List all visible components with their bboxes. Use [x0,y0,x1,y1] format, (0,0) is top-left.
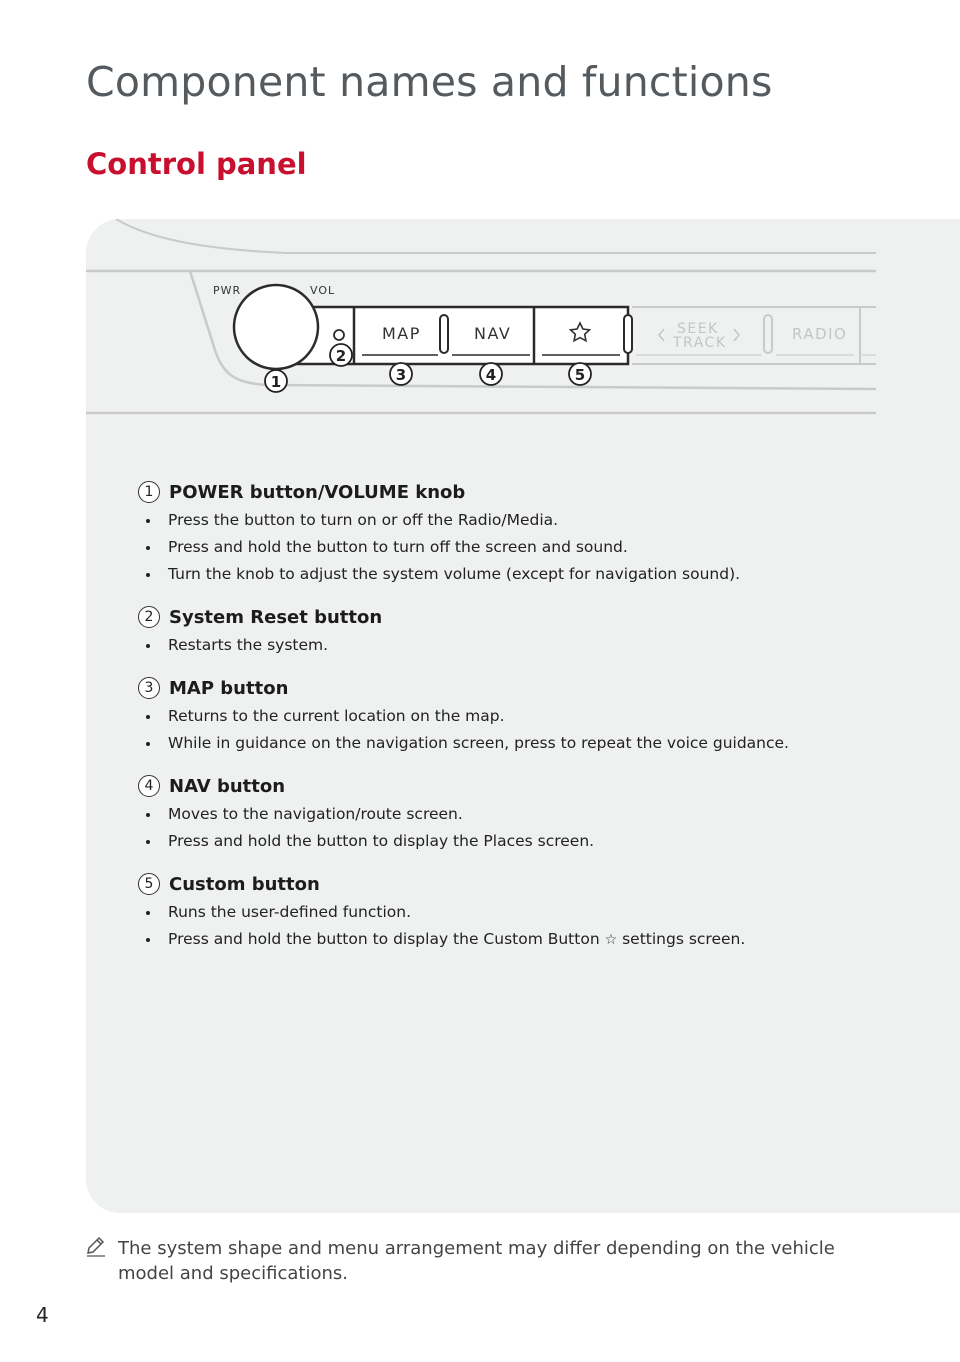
section-title: Control panel [86,147,307,181]
bullet-text: Press the button to turn on or off the Radio/Media. [138,507,938,534]
dashboard-top-curve [116,219,876,253]
nav-button-label: NAV [474,324,512,343]
item-title: POWER button/VOLUME knob [169,481,466,503]
list-item [138,479,938,588]
bullet-text: Press and hold the button to display the Places screen. [138,828,938,855]
bullet-text: While in guidance on the navigation screen, press to repeat the voice guidance. [138,730,938,757]
item-title: MAP button [169,677,289,699]
item-number-badge: 5 [138,873,160,895]
bullet-text: settings screen. [622,930,746,948]
bullet-text: Moves to the navigation/route screen. [138,801,938,828]
control-panel-box [86,219,960,1213]
callout-1 [265,370,287,392]
list-item [138,773,938,855]
pencil-note-icon [86,1236,118,1286]
svg-text:4: 4 [485,366,497,384]
list-item [138,604,938,659]
power-volume-knob [234,285,318,369]
vol-label: VOL [310,284,336,297]
item-title: Custom button [169,873,320,895]
item-number-badge: 4 [138,775,160,797]
item-title: NAV button [169,775,286,797]
page-title: Component names and functions [86,58,773,106]
svg-text:5: 5 [574,366,586,384]
bullet-text-with-icon [138,926,938,954]
divider-map-nav [440,315,448,353]
bullet-text: Press and hold the button to turn off the screen and sound. [138,534,938,561]
item-title: System Reset button [169,606,383,628]
list-item [138,871,938,954]
pwr-label: PWR [213,284,242,297]
page-number: 4 [36,1303,49,1327]
svg-text:1: 1 [270,373,282,391]
seek-label: SEEK [677,321,719,337]
star-outline-icon: ☆ [604,932,618,948]
radio-label: RADIO [792,325,848,343]
callout-3 [390,363,412,385]
bullet-text: Returns to the current location on the map. [138,703,938,730]
bullet-text: Runs the user-defined function. [138,899,938,926]
component-list [138,479,938,970]
callout-4 [480,363,502,385]
svg-text:3: 3 [395,366,407,384]
note-text: The system shape and menu arrangement may differ depending on the vehicle model and specifications. [118,1238,835,1284]
control-panel-illustration [86,219,960,439]
list-item [138,675,938,757]
callout-5 [569,363,591,385]
track-label: TRACK [673,335,727,351]
divider-custom-seek [624,315,632,353]
seek-right-chevron-icon [734,329,739,341]
bullet-text: Turn the knob to adjust the system volume (except for navigation sound). [138,561,938,588]
seek-left-chevron-icon [659,329,664,341]
item-number-badge: 1 [138,481,160,503]
item-number-badge: 3 [138,677,160,699]
bullet-text: Press and hold the button to display the Custom Button [168,930,600,948]
svg-text:2: 2 [335,347,347,365]
system-reset-button [334,330,344,340]
note [86,1236,886,1286]
bullet-text: Restarts the system. [138,632,938,659]
callout-2 [330,344,352,366]
map-button-label: MAP [382,324,421,343]
item-number-badge: 2 [138,606,160,628]
